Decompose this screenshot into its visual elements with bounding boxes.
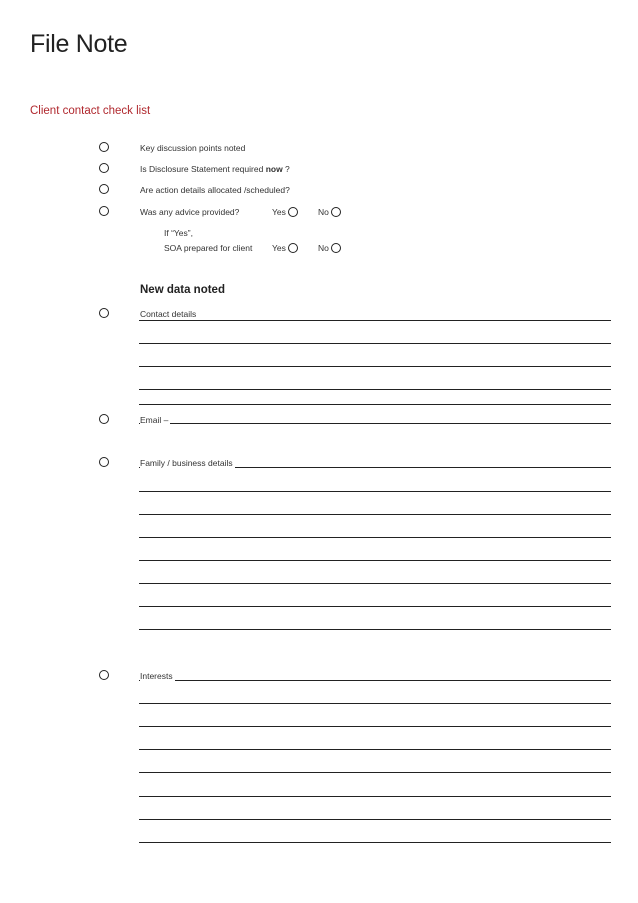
family-line-5[interactable] [139, 560, 611, 561]
item-key-discussion: Key discussion points noted [140, 143, 246, 153]
disclosure-emphasis: now [265, 164, 283, 174]
advice-yes-label: Yes [272, 207, 286, 217]
family-line-3[interactable] [139, 514, 611, 515]
contact-line-1[interactable] [139, 320, 611, 321]
interests-line-1[interactable] [139, 680, 611, 681]
item-advice: Was any advice provided? [140, 207, 240, 217]
family-line-2[interactable] [139, 491, 611, 492]
interests-line-2[interactable] [139, 703, 611, 704]
family-line-4[interactable] [139, 537, 611, 538]
checkbox-contact-details[interactable] [99, 308, 109, 318]
interests-line-4[interactable] [139, 749, 611, 750]
disclosure-suffix: ? [282, 164, 290, 174]
email-label: Email – [140, 415, 169, 425]
contact-line-3[interactable] [139, 366, 611, 367]
advice-yes [272, 207, 298, 217]
contact-line-5[interactable] [139, 404, 611, 405]
checkbox-action-details[interactable] [99, 184, 109, 194]
family-line-8[interactable] [139, 629, 611, 630]
soa-no-radio[interactable] [331, 243, 341, 253]
checkbox-advice[interactable] [99, 206, 109, 216]
soa-yes-label: Yes [272, 243, 286, 253]
checklist-subtitle: Client contact check list [30, 105, 151, 117]
interests-line-3[interactable] [139, 726, 611, 727]
family-line-7[interactable] [139, 606, 611, 607]
advice-no-radio[interactable] [331, 207, 341, 217]
advice-no-label: No [318, 207, 329, 217]
soa-yes [272, 243, 298, 253]
page-title: File Note [30, 30, 128, 58]
interests-line-8[interactable] [139, 842, 611, 843]
interests-line-7[interactable] [139, 819, 611, 820]
contact-line-4[interactable] [139, 389, 611, 390]
new-data-heading: New data noted [140, 284, 225, 296]
contact-details-label: Contact details [140, 309, 197, 319]
checkbox-email[interactable] [99, 414, 109, 424]
checkbox-disclosure[interactable] [99, 163, 109, 173]
if-yes-label: If “Yes”, [164, 228, 193, 238]
email-line[interactable] [139, 423, 611, 424]
family-details-label: Family / business details [140, 458, 233, 468]
contact-line-2[interactable] [139, 343, 611, 344]
disclosure-text: Is Disclosure Statement required [140, 164, 264, 174]
soa-no-label: No [318, 243, 329, 253]
checkbox-interests[interactable] [99, 670, 109, 680]
advice-yes-radio[interactable] [288, 207, 298, 217]
checkbox-family-details[interactable] [99, 457, 109, 467]
soa-label: SOA prepared for client [164, 243, 253, 253]
item-disclosure [140, 164, 290, 174]
soa-no [318, 243, 341, 253]
interests-label: Interests [140, 671, 173, 681]
checkbox-key-discussion[interactable] [99, 142, 109, 152]
interests-line-5[interactable] [139, 772, 611, 773]
advice-no [318, 207, 341, 217]
interests-line-6[interactable] [139, 796, 611, 797]
family-line-6[interactable] [139, 583, 611, 584]
item-action-details: Are action details allocated /scheduled? [140, 185, 290, 195]
soa-yes-radio[interactable] [288, 243, 298, 253]
